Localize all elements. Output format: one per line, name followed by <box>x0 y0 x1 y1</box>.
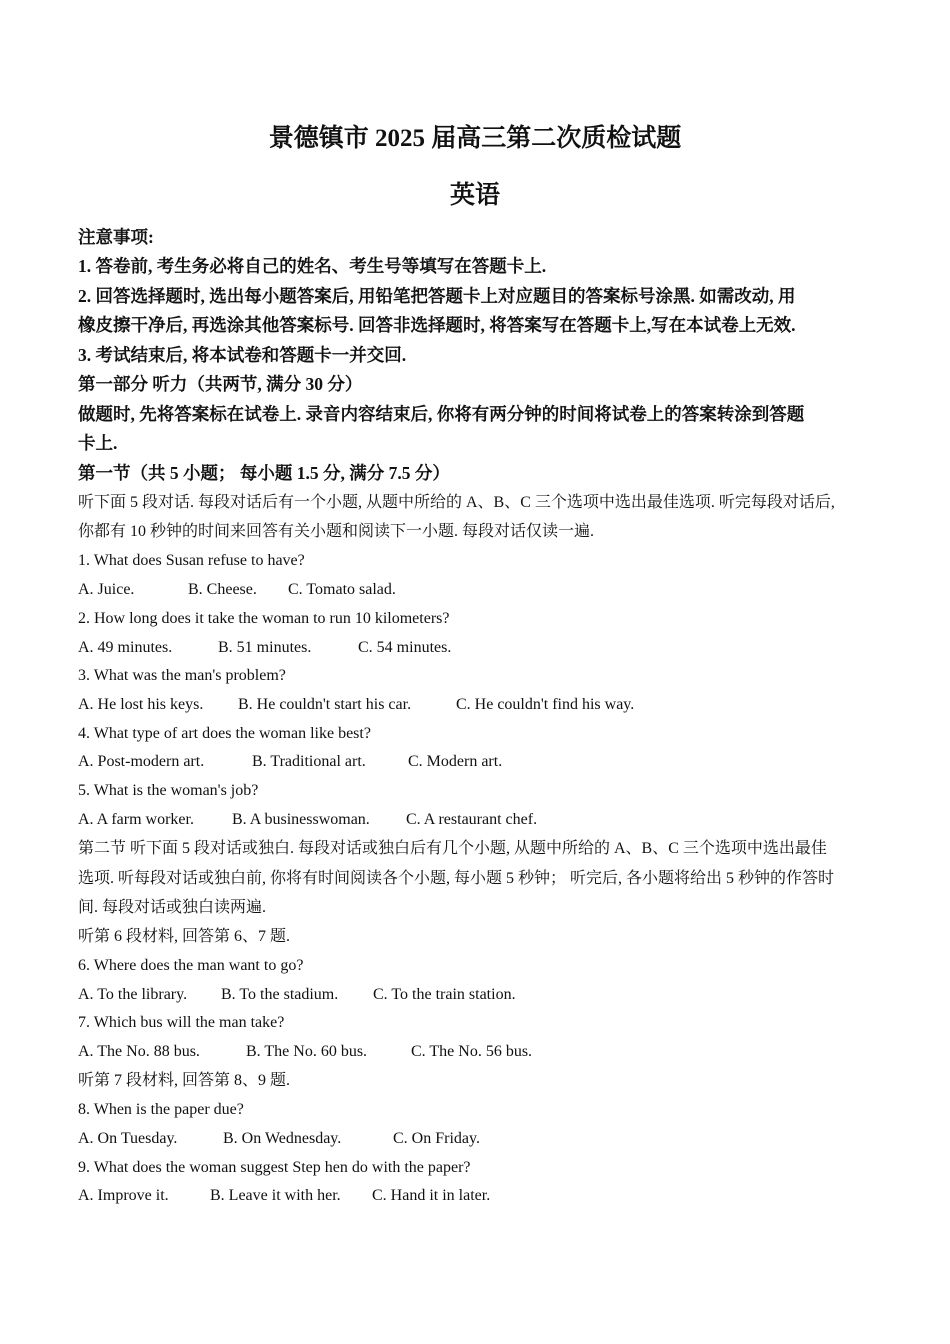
section2-instruction-line-3: 间. 每段对话或独白读两遍. <box>78 899 267 916</box>
note-item-1: 1. 答卷前, 考生务必将自己的姓名、考生号等填写在答题卡上. <box>78 256 547 276</box>
option-a: A. To the library. <box>78 986 188 1003</box>
part1-heading: 第一部分 听力（共两节, 满分 30 分） <box>78 374 363 394</box>
section1-heading: 第一节（共 5 小题； 每小题 1.5 分, 满分 7.5 分） <box>78 463 450 483</box>
question-2-options <box>78 638 878 658</box>
option-a: A. On Tuesday. <box>78 1130 178 1147</box>
question-1: 1. What does Susan refuse to have? <box>78 552 305 569</box>
option-b: B. Leave it with her. <box>210 1187 341 1204</box>
exam-title: 景德镇市 2025 届高三第二次质检试题 <box>268 125 682 152</box>
question-5: 5. What is the woman's job? <box>78 782 259 799</box>
option-b: B. To the stadium. <box>221 986 339 1003</box>
question-9: 9. What does the woman suggest Step hen do with the paper? <box>78 1159 471 1176</box>
material-6-heading: 听第 6 段材料, 回答第 6、7 题. <box>78 928 291 945</box>
option-a: A. A farm worker. <box>78 811 194 828</box>
option-b: B. Traditional art. <box>252 753 366 770</box>
question-2: 2. How long does it take the woman to run 10 kilometers? <box>78 610 450 627</box>
question-3: 3. What was the man's problem? <box>78 667 286 684</box>
notes-heading: 注意事项: <box>78 227 154 247</box>
material-7-heading: 听第 7 段材料, 回答第 8、9 题. <box>78 1072 291 1089</box>
option-a: A. He lost his keys. <box>78 696 204 713</box>
question-4: 4. What type of art does the woman like best? <box>78 725 371 742</box>
option-c: C. The No. 56 bus. <box>411 1043 533 1060</box>
option-c: C. A restaurant chef. <box>406 811 538 828</box>
option-b: B. Cheese. <box>188 581 257 598</box>
subject-title: 英语 <box>449 182 500 209</box>
option-b: B. 51 minutes. <box>218 639 312 656</box>
option-a: A. The No. 88 bus. <box>78 1043 200 1060</box>
question-6: 6. Where does the man want to go? <box>78 957 304 974</box>
note-item-2-line-1: 2. 回答选择题时, 选出每小题答案后, 用铅笔把答题卡上对应题目的答案标号涂黑. 如需改动, 用 <box>78 286 796 306</box>
question-4-options <box>78 752 878 772</box>
question-9-options <box>78 1186 878 1206</box>
section2-instruction-line-2: 选项. 听每段对话或独白前, 你将有时间阅读各个小题, 每小题 5 秒钟； 听完后, 各小题将给出 5 秒钟的作答时 <box>78 870 835 887</box>
option-b: B. A businesswoman. <box>232 811 370 828</box>
section1-instruction-line-2: 你都有 10 秒钟的时间来回答有关小题和阅读下一小题. 每段对话仅读一遍. <box>78 523 595 540</box>
option-a: A. Improve it. <box>78 1187 169 1204</box>
option-a: A. Post-modern art. <box>78 753 205 770</box>
question-3-options <box>78 695 878 715</box>
option-c: C. To the train station. <box>373 986 516 1003</box>
question-7-options <box>78 1042 878 1062</box>
option-c: C. Modern art. <box>408 753 503 770</box>
option-c: C. 54 minutes. <box>358 639 452 656</box>
option-a: A. 49 minutes. <box>78 639 173 656</box>
question-5-options <box>78 810 878 830</box>
option-a: A. Juice. <box>78 581 135 598</box>
option-b: B. The No. 60 bus. <box>246 1043 368 1060</box>
question-8-options <box>78 1129 878 1149</box>
question-7: 7. Which bus will the man take? <box>78 1014 285 1031</box>
option-b: B. On Wednesday. <box>223 1130 342 1147</box>
option-c: C. Hand it in later. <box>372 1187 491 1204</box>
section1-instruction-line-1: 听下面 5 段对话. 每段对话后有一个小题, 从题中所给的 A、B、C 三个选项中选出最佳选项. 听完每段对话后, <box>78 494 835 511</box>
question-1-options <box>78 580 878 600</box>
note-item-3: 3. 考试结束后, 将本试卷和答题卡一并交回. <box>78 345 407 365</box>
question-6-options <box>78 985 878 1005</box>
option-c: C. On Friday. <box>393 1130 480 1147</box>
option-c: C. He couldn't find his way. <box>456 696 635 713</box>
part1-instruction-line-1: 做题时, 先将答案标在试卷上. 录音内容结束后, 你将有两分钟的时间将试卷上的答案转涂到答题 <box>78 404 805 424</box>
option-c: C. Tomato salad. <box>288 581 396 598</box>
section2-instruction-line-1: 第二节 听下面 5 段对话或独白. 每段对话或独白后有几个小题, 从题中所给的 A、B、C 三个选项中选出最佳 <box>78 840 827 857</box>
option-b: B. He couldn't start his car. <box>238 696 412 713</box>
question-8: 8. When is the paper due? <box>78 1101 244 1118</box>
note-item-2-line-2: 橡皮擦干净后, 再选涂其他答案标号. 回答非选择题时, 将答案写在答题卡上,写在本试卷上无效. <box>78 315 796 335</box>
part1-instruction-line-2: 卡上. <box>78 433 118 453</box>
